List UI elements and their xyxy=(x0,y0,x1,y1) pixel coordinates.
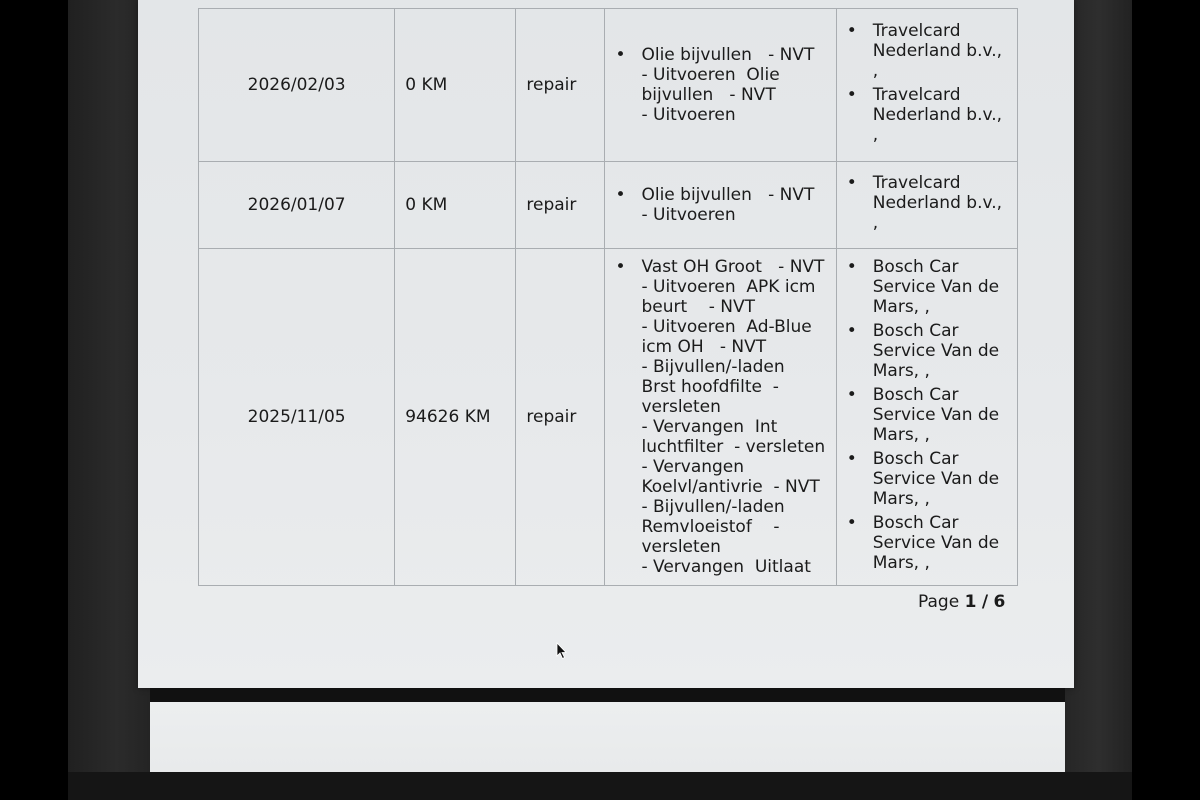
garage-cell xyxy=(836,9,1017,162)
description-cell xyxy=(605,9,836,162)
page-current: 1 xyxy=(964,592,977,612)
garage-cell xyxy=(836,162,1017,249)
monitor-frame-bottom xyxy=(68,772,1132,800)
garage-item: • Bosch Car Service Van de Mars, , xyxy=(847,385,1007,445)
date-cell: 2025/11/05 xyxy=(199,249,395,586)
description-list xyxy=(615,185,825,225)
garage-item: • Bosch Car Service Van de Mars, , xyxy=(847,449,1007,509)
maintenance-history-table xyxy=(198,8,1018,586)
monitor-frame-right xyxy=(1132,0,1200,800)
garage-item: • Bosch Car Service Van de Mars, , xyxy=(847,321,1007,381)
mileage-cell: 0 KM xyxy=(395,9,516,162)
page-indicator xyxy=(918,592,1005,612)
garage-list xyxy=(847,173,1007,233)
garage-item: • Bosch Car Service Van de Mars, , xyxy=(847,257,1007,317)
description-item: • Olie bijvullen - NVT - Uitvoeren Olie bijvullen - NVT - Uitvoeren xyxy=(615,45,825,125)
garage-list xyxy=(847,257,1007,573)
type-cell: repair xyxy=(516,9,605,162)
screen-edge-right xyxy=(1065,0,1132,800)
description-cell xyxy=(605,249,836,586)
page-total: 6 xyxy=(993,592,1006,612)
garage-item: • Travelcard Nederland b.v., , xyxy=(847,173,1007,233)
date-cell: 2026/01/07 xyxy=(199,162,395,249)
description-item: • Olie bijvullen - NVT - Uitvoeren xyxy=(615,185,825,225)
table-row xyxy=(199,162,1018,249)
date-cell: 2026/02/03 xyxy=(199,9,395,162)
mileage-cell: 94626 KM xyxy=(395,249,516,586)
type-cell: repair xyxy=(516,162,605,249)
table-row xyxy=(199,249,1018,586)
garage-list xyxy=(847,21,1007,145)
page-separator-bar xyxy=(150,688,1065,702)
monitor-frame-left xyxy=(0,0,68,800)
type-cell: repair xyxy=(516,249,605,586)
description-list xyxy=(615,45,825,125)
page-separator: / xyxy=(981,592,989,612)
garage-item: • Bosch Car Service Van de Mars, , xyxy=(847,513,1007,573)
mouse-cursor-icon xyxy=(556,642,568,660)
garage-cell xyxy=(836,249,1017,586)
document-page xyxy=(138,0,1074,688)
garage-item: • Travelcard Nederland b.v., , xyxy=(847,85,1007,145)
garage-item: • Travelcard Nederland b.v., , xyxy=(847,21,1007,81)
description-item: • Vast OH Groot - NVT - Uitvoeren APK icm beurt - NVT - Uitvoeren Ad-Blue icm OH - NVT - Bijvullen/-laden Brst hoofdfilte - versleten - Vervangen Int luchtfilter - versleten - Vervangen Koelvl/antivrie - NVT - Bijvullen/-laden Remvloeistof - versleten - Vervangen Uitlaat xyxy=(615,257,825,577)
page-label: Page xyxy=(918,592,960,612)
table-row xyxy=(199,9,1018,162)
mileage-cell: 0 KM xyxy=(395,162,516,249)
description-list xyxy=(615,257,825,577)
description-cell xyxy=(605,162,836,249)
next-document-page xyxy=(150,702,1065,772)
